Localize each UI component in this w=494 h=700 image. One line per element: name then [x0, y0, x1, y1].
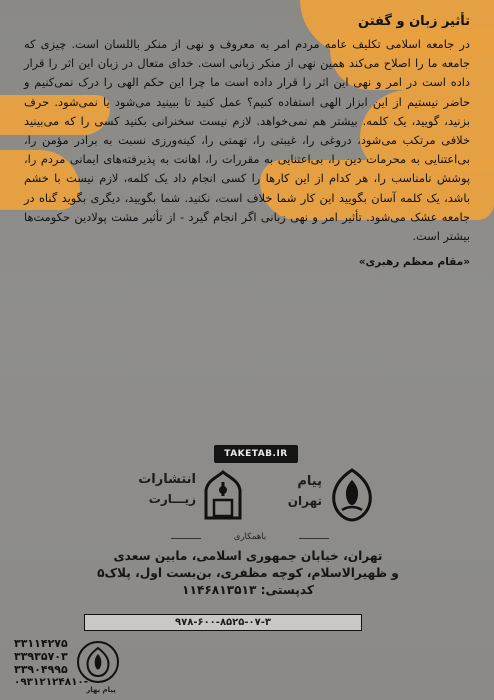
- publisher-address: [90, 548, 406, 599]
- quote-body: در جامعه اسلامی تکلیف عامه مردم امر به معروف و نهی از منکر باللسان است. چیزی که جامعه ما را اصلاح می‌کند همین نهی از منکر زبانی است. خدای متعال در زبان این اثر را قرار داده است در امر و نهی این اثر را قرار داده است ما چرا این حکم الهی را درک نمی‌کنیم و حاضر نیستیم از این ابزار الهی استفاده کنیم؟ عمل کنید تا ببینید می‌شود یا نمی‌شود. حرف بزنید، گویید، یک کلمه. بیشتر هم نمی‌خواهد. لازم نیست سخنرانی بکنید کسی را که می‌بینید خلافی مرتکب می‌شود، دروغی را، غیبتی را، تهمتی را، کینه‌ورزی نسبت به برادر مؤمن را، بی‌اعتنایی به محرمات دین را، بی‌اعتنایی به مقررات را، اهانت به پذیرفته‌های ایمانی مردم را، پوشش نامناسب را، هر کدام از این کارها را کسی انجام داد یک کلمه، لازم نیست با خشم باشد، یک کلمه آسان بگویید این کار شما خلاف است، نکنید. شما بگویید، دیگری بگوید گناه در جامعه عشک می‌شود. تأثیر امر و نهی زبانی اگر انجام گیرد - از تأثیر مشت پولادین حکومت‌ها بیشتر است.: [24, 37, 470, 244]
- phone-number: ۳۳۹۰۴۹۹۵: [14, 663, 68, 676]
- quote-block: [24, 14, 470, 268]
- payam-bahar-badge: [76, 640, 120, 694]
- address-line: و ظهیرالاسلام، کوچه مظفری، بن‌بست اول، پلاک۵: [97, 566, 399, 580]
- phone-number: ۳۳۱۱۴۲۷۵: [14, 637, 68, 650]
- badge-caption: پیام بهار: [86, 686, 116, 694]
- phone-number: ۳۳۹۳۵۷۰۳: [14, 650, 68, 663]
- payam-label-2: تهران: [287, 494, 322, 508]
- website-label: TAKETAB.IR: [214, 445, 298, 463]
- collaboration-label: باهمکاری: [205, 532, 295, 542]
- payam-emblem-icon: [76, 640, 120, 684]
- postal-code: کدپستی: ۱۱۴۶۸۱۳۵۱۳: [182, 583, 314, 597]
- mosque-icon: [200, 470, 246, 520]
- zeyarat-logo: [118, 466, 246, 526]
- zeyarat-label-1: انتشارات: [138, 472, 196, 487]
- payam-logo: [250, 466, 378, 526]
- address-line: تهران، خیابان جمهوری اسلامی، مابین سعدی: [113, 549, 383, 563]
- quote-attribution: «مقام معظم رهبری»: [358, 256, 470, 269]
- payam-label-1: پیام: [297, 474, 322, 489]
- payam-emblem-icon: [326, 466, 378, 524]
- isbn-barcode-label: ۹۷۸-۶۰۰-۸۵۲۵-۰۷-۳: [84, 614, 362, 631]
- zeyarat-label-2: زیـــارت: [148, 492, 196, 506]
- phone-list: [14, 637, 89, 689]
- quote-title: تأثیر زبان و گفتن: [358, 14, 470, 29]
- publisher-logos: [118, 466, 378, 526]
- mobile-number: ۰۹۳۱۲۱۲۴۸۱۰-: [14, 676, 89, 688]
